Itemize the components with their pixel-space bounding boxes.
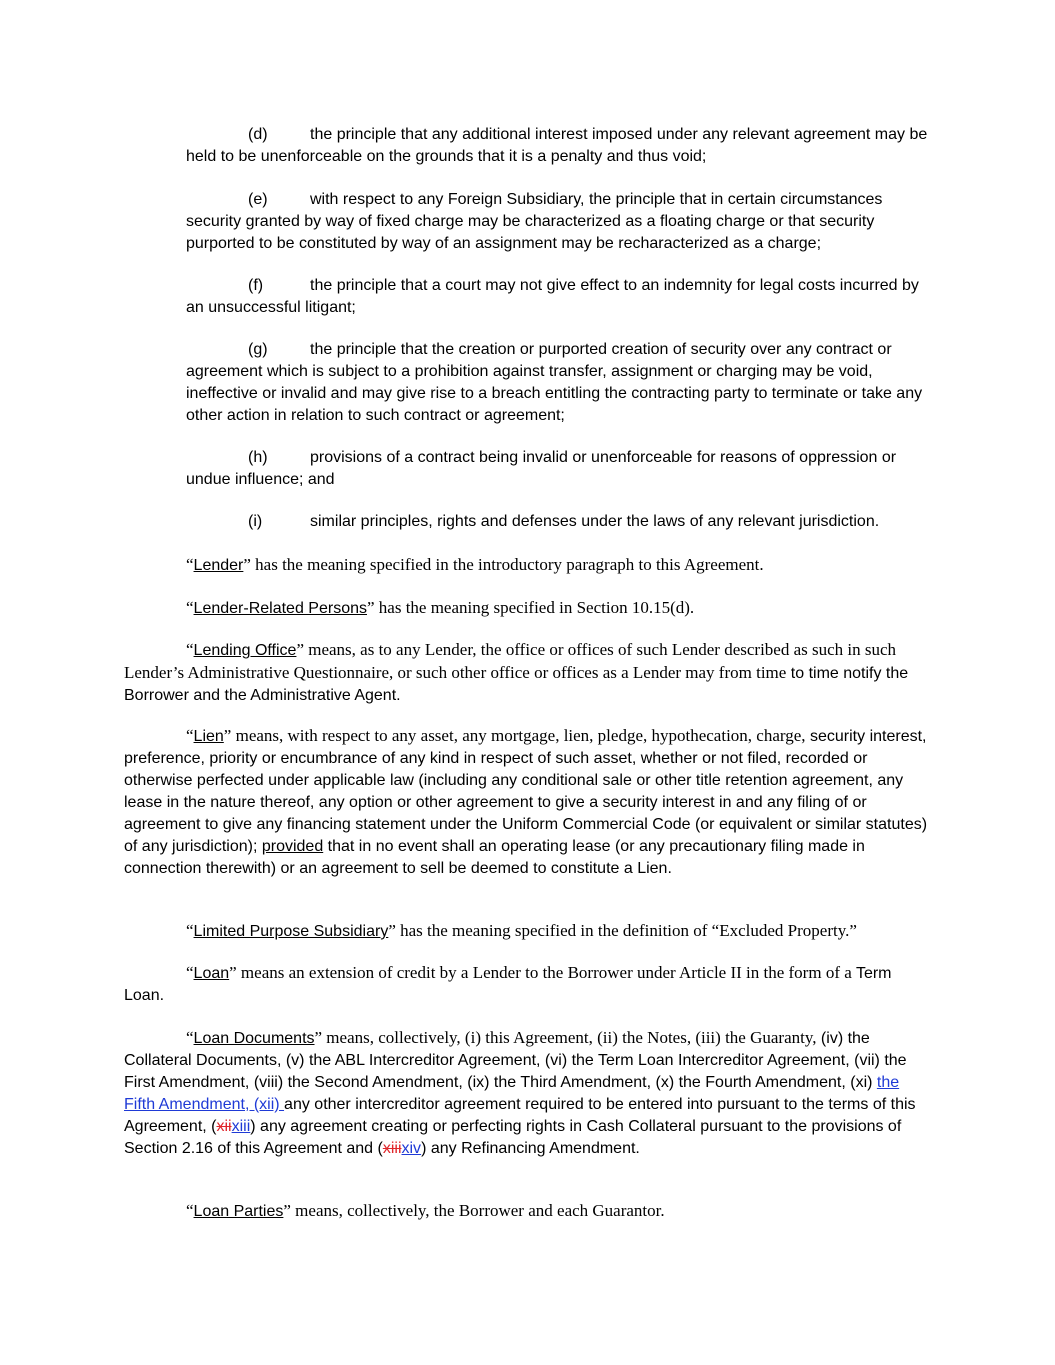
open-quote: “	[186, 726, 194, 745]
definition-text-part-d: ) any Refinancing Amendment.	[421, 1140, 640, 1157]
provided-term: provided	[261, 838, 324, 855]
definition-text: ” has the meaning specified in the definition of “Excluded Property.”	[388, 921, 857, 940]
definition-text: ” has the meaning specified in Section 10.15(d).	[366, 598, 695, 617]
clause-label: (f)	[248, 277, 264, 294]
deleted-text: xiii	[382, 1140, 402, 1157]
defined-term: Limited Purpose Subsidiary	[193, 923, 389, 940]
open-quote: “	[186, 555, 194, 574]
open-quote: “	[186, 921, 194, 940]
open-quote: “	[186, 963, 194, 982]
definition-lending-office	[124, 639, 934, 707]
clause-label: (h)	[248, 449, 268, 466]
clause-i	[186, 511, 936, 533]
definition-lien	[124, 725, 934, 880]
clause-text: with respect to any Foreign Subsidiary, the principle that in certain circumstances security granted by way of fixed charge may be characterized as a floating charge or that security purported to be constituted by way of an assignment may be recharacterized as a charge;	[186, 191, 883, 252]
definition-text: ” has the meaning specified in the introductory paragraph to this Agreement.	[243, 555, 764, 574]
inserted-text: xiv	[401, 1140, 422, 1157]
clause-f	[186, 275, 936, 319]
definition-loan-documents	[124, 1027, 934, 1160]
open-quote: “	[186, 1201, 194, 1220]
definition-text: ” means, collectively, (i) this Agreement, (ii) the Notes, (iii) the Guaranty,	[314, 1028, 817, 1047]
definition-loan-parties	[124, 1200, 934, 1223]
clause-text: the principle that any additional interest imposed under any relevant agreement may be held to be unenforceable on the grounds that it is a penalty and thus void;	[186, 126, 928, 165]
clause-text: similar principles, rights and defenses under the laws of any relevant jurisdiction.	[310, 513, 880, 530]
clause-e	[186, 189, 936, 255]
clause-h	[186, 447, 936, 491]
defined-term: Lender-Related Persons	[193, 600, 367, 617]
open-quote: “	[186, 598, 194, 617]
deleted-text: xii	[216, 1118, 232, 1135]
clause-text: the principle that a court may not give effect to an indemnity for legal costs incurred by an unsuccessful litigant;	[186, 277, 919, 316]
clause-label: (d)	[248, 126, 268, 143]
defined-term: Lending Office	[193, 642, 297, 659]
clause-label: (e)	[248, 191, 268, 208]
definition-text-continued: (iv) the Collateral Documents, (v) the ABL Intercreditor Agreement, (vi) the Term Loan Intercreditor Agreement, (vii) the First Amendment, (viii) the Second Amendment, (ix) the Third Amendment, (x) the Fourth Amendment, (xi)	[124, 1030, 907, 1091]
definition-text: ” means, collectively, the Borrower and each Guarantor.	[283, 1201, 665, 1220]
definition-text: ” means, with respect to any asset, any mortgage, lien, pledge, hypothecation, charge,	[223, 726, 806, 745]
clause-text: the principle that the creation or purported creation of security over any contract or agreement which is subject to a prohibition against transfer, assignment or charging may be void, ineffective or invalid and may give rise to a breach entitling the contracting party to terminate or take any other action in relation to such contract or agreement;	[186, 341, 923, 424]
definition-text-continued: to time notify the Borrower and the Administrative Agent.	[124, 665, 909, 704]
definition-text: ” means, as to any Lender, the office or offices of such Lender described as such in such Lender’s Administrative Questionnaire, or such other office or offices as a Lender may from time	[124, 640, 897, 682]
open-quote: “	[186, 640, 194, 659]
open-quote: “	[186, 1028, 194, 1047]
definition-limited-purpose-subsidiary	[124, 920, 934, 943]
definition-text-part-c: ) any agreement creating or perfecting rights in Cash Collateral pursuant to the provisions of Section 2.16 of this Agreement and (	[124, 1118, 902, 1157]
definition-lender-related-persons	[124, 597, 934, 620]
clause-label: (g)	[248, 341, 268, 358]
definition-text: ” means an extension of credit by a Lender to the Borrower under Article II in the form of a	[229, 963, 852, 982]
clause-d	[186, 124, 936, 168]
inserted-text: xiii	[231, 1118, 251, 1135]
defined-term: Loan Documents	[193, 1030, 315, 1047]
clause-g	[186, 339, 936, 427]
clause-text: provisions of a contract being invalid or unenforceable for reasons of oppression or undue influence; and	[186, 449, 897, 488]
definition-text-continued: security interest, preference, priority or encumbrance of any kind in respect of such asset, whether or not filed, recorded or otherwise perfected under applicable law (including any conditional sale or other title retention agreement, any lease in the nature thereof, any option or other agreement to give a security interest in and any filing of or agreement to give any financing statement under the Uniform Commercial Code (or equivalent or similar statutes) of any jurisdiction);	[124, 728, 928, 855]
definition-lender	[124, 554, 934, 577]
definition-loan	[124, 962, 934, 1007]
defined-term: Lender	[193, 557, 244, 574]
definition-text-end: that in no event shall an operating lease (or any precautionary filing made in connection therewith) or an agreement to sell be deemed to constitute a Lien.	[124, 838, 865, 877]
defined-term: Loan	[193, 965, 230, 982]
definition-text-part-b: any other intercreditor agreement required to be entered into pursuant to the terms of this Agreement, (	[124, 1096, 916, 1135]
definition-text-continued: Term Loan.	[124, 965, 892, 1004]
defined-term: Loan Parties	[193, 1203, 284, 1220]
inserted-text: the Fifth Amendment, (xii)	[124, 1074, 900, 1113]
clause-label: (i)	[248, 513, 263, 530]
defined-term: Lien	[193, 728, 224, 745]
